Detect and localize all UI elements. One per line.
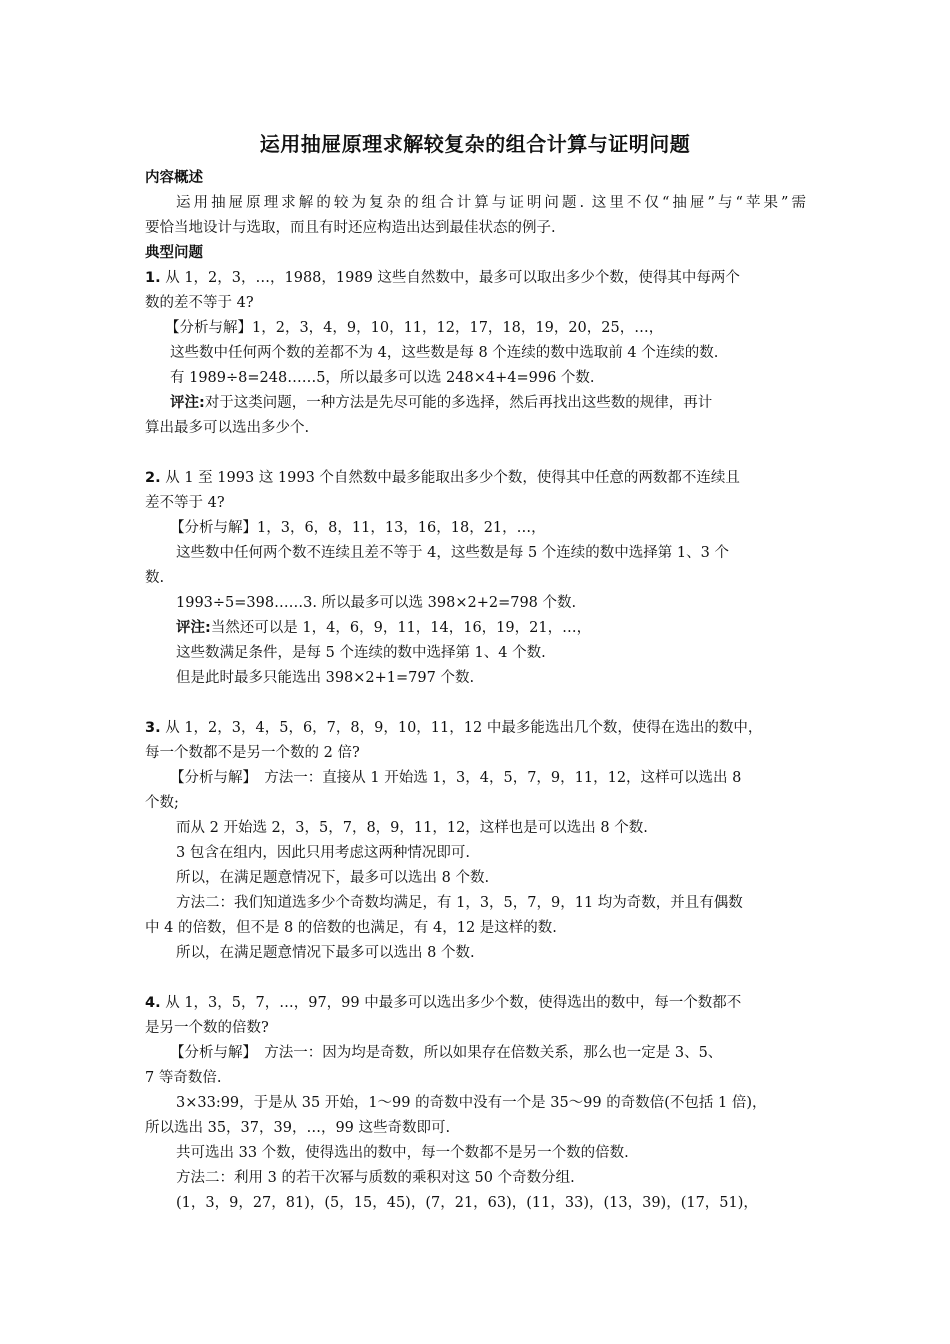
problem-3-line-3: 3 包含在组内，因此只用考虑这两种情况即可. [176,845,470,861]
problem-1-comment-label: 评注: [170,395,205,411]
problem-4-line-6: (1，3，9，27，81)，(5，15，45)，(7，21，63)，(11，33)，(13，39)，(17，51)， [176,1195,758,1211]
problem-4-analysis-label: 【分析与解】 [170,1045,250,1061]
overview-line-1: 运用抽屉原理求解的较为复杂的组合计算与证明问题. 这里不仅“抽屉”与“苹果”需 [176,195,806,211]
problem-3-line-5: 方法二：我们知道选多少个奇数均满足，有 1，3，5，7，9，11 均为奇数，并且有偶数 [176,895,743,911]
problem-2-question-line-1 [145,468,740,488]
problem-2-line-3: 1993÷5=398……3. 所以最多可以选 398×2+2=798 个数. [176,595,577,611]
problem-2-number: 2. [145,470,161,486]
problem-2-line-1: 这些数中任何两个数不连续且差不等于 4，这些数是每 5 个连续的数中选择第 1、3 个 [176,545,729,561]
overview-line-2: 要恰当地设计与选取，而且有时还应构造出达到最佳状态的例子. [145,220,556,236]
problem-4-analysis [170,1043,722,1063]
problem-2-comment-text: 当然还可以是 1，4，6，9，11，14，16，19，21，…， [210,620,592,636]
problem-3-analysis-first: 方法一：直接从 1 开始选 1，3，4，5，7，9，11，12，这样可以选出 8 [264,770,742,786]
problem-3-line-7: 所以，在满足题意情况下最多可以选出 8 个数. [176,945,475,961]
problem-4-analysis-first: 方法一：因为均是奇数，所以如果存在倍数关系，那么也一定是 3、5、 [264,1045,723,1061]
problem-2-analysis-label: 【分析与解】 [170,520,257,536]
problem-3-line-2: 而从 2 开始选 2，3，5，7，8，9，11，12，这样也是可以选出 8 个数. [176,820,648,836]
problem-2-question-line-2: 差不等于 4? [145,495,225,511]
problem-4-question-text: 从 1，3，5，7，…，97，99 中最多可以选出多少个数，使得选出的数中，每一个数都不 [165,995,742,1011]
problem-4-number: 4. [145,995,161,1011]
problem-1-analysis [165,318,663,338]
problem-4-line-2: 3×33:99，于是从 35 开始，1～99 的奇数中没有一个是 35～99 的奇数倍(不包括 1 倍)， [176,1095,767,1111]
problem-4-line-1: 7 等奇数倍. [145,1070,222,1086]
problem-3-line-1: 个数; [145,795,179,811]
problem-3-line-4: 所以，在满足题意情况下，最多可以选出 8 个数. [176,870,490,886]
problem-1-analysis-label: 【分析与解】 [165,320,252,336]
problem-1-comment [170,393,712,413]
typical-heading: 典型问题 [145,245,203,261]
problem-1-question-text: 从 1，2，3，…，1988，1989 这些自然数中，最多可以取出多少个数，使得其中每两个 [165,270,740,286]
problem-1-comment-text: 对于这类问题，一种方法是先尽可能的多选择，然后再找出这些数的规律，再计 [204,395,713,411]
problem-4-line-4: 共可选出 33 个数，使得选出的数中，每一个数都不是另一个数的倍数. [176,1145,629,1161]
problem-2-question-text: 从 1 至 1993 这 1993 个自然数中最多能取出多少个数，使得其中任意的两数都不连续且 [165,470,740,486]
problem-1-question-line-1 [145,268,806,288]
problem-4-line-5: 方法二：利用 3 的若干次幂与质数的乘积对这 50 个奇数分组. [176,1170,575,1186]
problem-4-line-3: 所以选出 35，37，39，…，99 这些奇数即可. [145,1120,451,1136]
problem-1-comment-cont: 算出最多可以选出多少个. [145,420,310,436]
problem-3-line-6: 中 4 的倍数，但不是 8 的倍数的也满足，有 4，12 是这样的数. [145,920,557,936]
problem-2-analysis [170,518,546,538]
problem-2-after-1: 这些数满足条件，是每 5 个连续的数中选择第 1、4 个数. [176,645,546,661]
document-title: 运用抽屉原理求解较复杂的组合计算与证明问题 [259,132,691,156]
problem-2-comment-label: 评注: [176,620,211,636]
problem-4-question-line-2: 是另一个数的倍数? [145,1020,269,1036]
overview-heading: 内容概述 [145,170,203,186]
problem-1-line-1: 这些数中任何两个数的差都不为 4，这些数是每 8 个连续的数中选取前 4 个连续的数. [170,345,719,361]
problem-3-question-line-1 [145,718,762,738]
problem-2-after-2: 但是此时最多只能选出 398×2+1=797 个数. [176,670,475,686]
problem-3-number: 3. [145,720,161,736]
problem-3-analysis [170,768,741,788]
problem-1-number: 1. [145,270,161,286]
problem-3-question-line-2: 每一个数都不是另一个数的 2 倍? [145,745,360,761]
problem-2-analysis-first: 1，3，6，8，11，13，16，18，21，…， [257,520,546,536]
problem-1-line-2: 有 1989÷8=248……5，所以最多可以选 248×4+4=996 个数. [170,370,595,386]
problem-3-analysis-label: 【分析与解】 [170,770,250,786]
problem-2-line-2: 数. [145,570,165,586]
problem-1-analysis-first: 1，2，3，4，9，10，11，12，17，18，19，20，25，…， [252,320,664,336]
problem-4-question-line-1 [145,993,741,1013]
problem-2-comment [176,618,591,638]
problem-3-question-text: 从 1，2，3，4，5，6，7，8，9，10，11，12 中最多能选出几个数，使得在选出的数中， [165,720,763,736]
problem-1-question-line-2: 数的差不等于 4? [145,295,254,311]
